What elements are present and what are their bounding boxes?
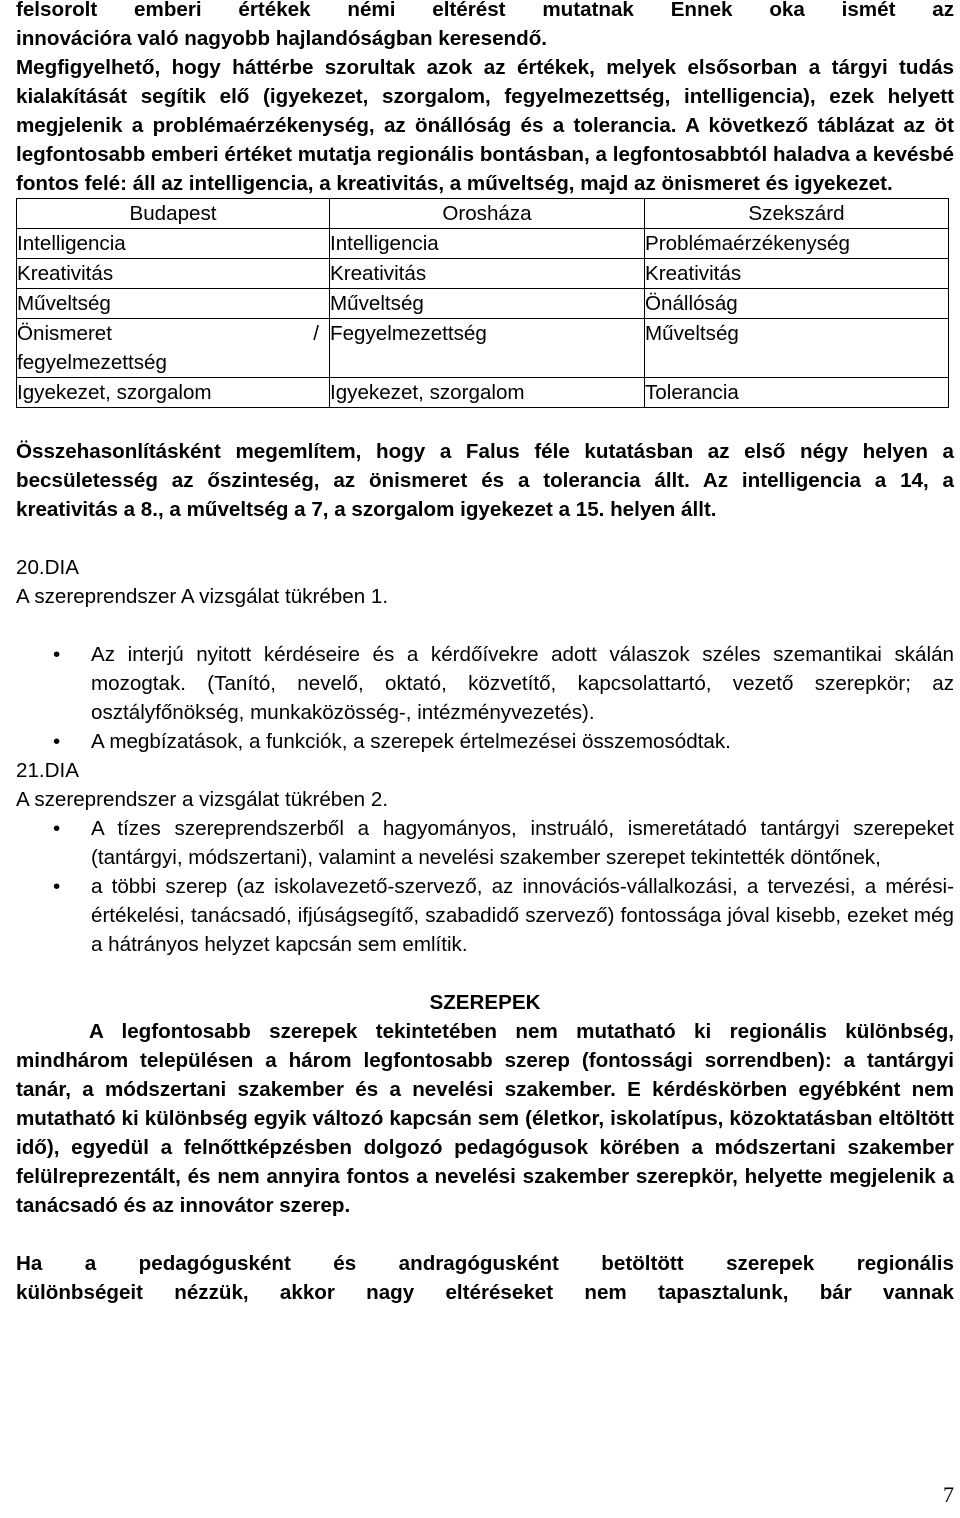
- table-cell: Problémaérzékenység: [645, 229, 949, 259]
- table-cell: Fegyelmezettség: [330, 319, 645, 378]
- table-header-row: [17, 199, 949, 229]
- table-row: [17, 229, 949, 259]
- list-item: • a többi szerep (az iskolavezető-szervező, az innovációs-vállalkozási, a tervezési, a mérési-értékelési, tanácsadó, ifjúságsegítő, szabadidő szervező) fontossága jóval kisebb, ezeket még a hátrányos helyzet kapcsán sem említik.: [16, 872, 954, 959]
- spacer: [16, 408, 954, 437]
- intro-line-1: felsorolt emberi értékek némi eltérést mutatnak Ennek oka ismét az: [16, 0, 954, 21]
- slide-20-title: A szereprendszer A vizsgálat tükrében 1.: [16, 585, 389, 608]
- spacer: [16, 959, 954, 988]
- table-cell: Igyekezet, szorgalom: [330, 378, 645, 408]
- list-item: • A megbízatások, a funkciók, a szerepek értelmezései összemosódtak.: [16, 727, 954, 756]
- spacer: [16, 611, 954, 640]
- table-cell-slash: /: [313, 322, 319, 345]
- slide-21-label: 21.DIA: [16, 759, 79, 782]
- table-cell: Önállóság: [645, 289, 949, 319]
- table-cell: Igyekezet, szorgalom: [17, 378, 330, 408]
- table-cell: Kreativitás: [17, 259, 330, 289]
- table-cell: Kreativitás: [330, 259, 645, 289]
- szerepek-paragraph: A legfontosabb szerepek tekintetében nem mutatható ki regionális különbség, mindhárom településen a három legfontosabb szerep (fontossági sorrendben): a tantárgyi tanár, a módszertani szakember és a nevelési szakember. E kérdéskörben egyébként nem mutatható ki különbség egyik változó kapcsán sem (életkor, iskolatípus, közoktatásban eltöltött idő), egyedül a felnőttképzésben dolgozó pedagógusok körében a módszertani szakember felülreprezentált, és nem annyira fontos a nevelési szakember szerepkör, helyette megjelenik a tanácsadó és az innovátor szerep.: [16, 1020, 954, 1217]
- comparison-paragraph: Összehasonlításként megemlítem, hogy a Falus féle kutatásban az első négy helyen a becsületesség az őszinteség, az önismeret és a tolerancia állt. Az intelligencia a 14, a kreativitás a 8., a műveltség a 7, a szorgalom igyekezet a 15. helyen állt.: [16, 440, 954, 521]
- slide-21-title: A szereprendszer a vizsgálat tükrében 2.: [16, 788, 389, 811]
- slide-20-label: 20.DIA: [16, 556, 79, 579]
- intro-line-2: innovációra való nagyobb hajlandóságban keresendő.: [16, 27, 547, 50]
- table-cell: Műveltség: [645, 319, 949, 378]
- list-item: • A tízes szereprendszerből a hagyományos, instruáló, ismeretátadó tantárgyi szerepeket (tantárgyi, módszertani), valamint a nevelési szakember szerepet tekintették döntőnek,: [16, 814, 954, 872]
- spacer: [16, 1220, 954, 1249]
- table-cell: Intelligencia: [17, 229, 330, 259]
- table-row: [17, 259, 949, 289]
- table-row: [17, 378, 949, 408]
- document-page: [16, 0, 954, 1307]
- table-cell-line: [17, 319, 329, 348]
- header-szekszard: Szekszárd: [645, 199, 949, 229]
- final-line-2: különbségeit nézzük, akkor nagy eltéréseket nem tapasztalunk, bár vannak: [16, 1281, 954, 1304]
- table-cell: Intelligencia: [330, 229, 645, 259]
- final-line-1: Ha a pedagógusként és andragógusként betöltött szerepek regionális: [16, 1252, 954, 1275]
- table-cell: [17, 319, 330, 378]
- table-row: [17, 319, 949, 378]
- table-cell: Kreativitás: [645, 259, 949, 289]
- list-item: • Az interjú nyitott kérdéseire és a kérdőívekre adott válaszok széles szemantikai skálán mozogtak. (Tanító, nevelő, oktató, közvetítő, kapcsolattartó, vezető szerepkör; az osztályfőnökség, munkaközösség-, intézményvezetés).: [16, 640, 954, 727]
- table-cell: Műveltség: [330, 289, 645, 319]
- regional-values-table: [16, 198, 949, 408]
- table-row: [17, 289, 949, 319]
- table-cell: Tolerancia: [645, 378, 949, 408]
- section-heading-szerepek: SZEREPEK: [429, 991, 541, 1014]
- slide-21-bullets: [16, 814, 954, 959]
- table-cell: Műveltség: [17, 289, 330, 319]
- slide-20-bullets: [16, 640, 954, 756]
- page-number: 7: [943, 1482, 954, 1507]
- header-budapest: Budapest: [17, 199, 330, 229]
- spacer: [16, 524, 954, 553]
- header-oroshaza: Orosháza: [330, 199, 645, 229]
- intro-paragraph: Megfigyelhető, hogy háttérbe szorultak azok az értékek, melyek elsősorban a tárgyi tudás kialakítását segítik elő (igyekezet, szorgalom, fegyelmezettség, intelligencia), ezek helyett megjelenik a problémaérzékenység, az önállóság és a tolerancia. A következő táblázat az öt legfontosabb emberi értéket mutatja regionális bontásban, a legfontosabbtól haladva a kevésbé fontos felé: áll az intelligencia, a kreativitás, a műveltség, majd az önismeret és igyekezet.: [16, 56, 954, 195]
- table-cell-text-line2: fegyelmezettség: [17, 351, 167, 374]
- table-cell-text: Önismeret: [17, 322, 112, 345]
